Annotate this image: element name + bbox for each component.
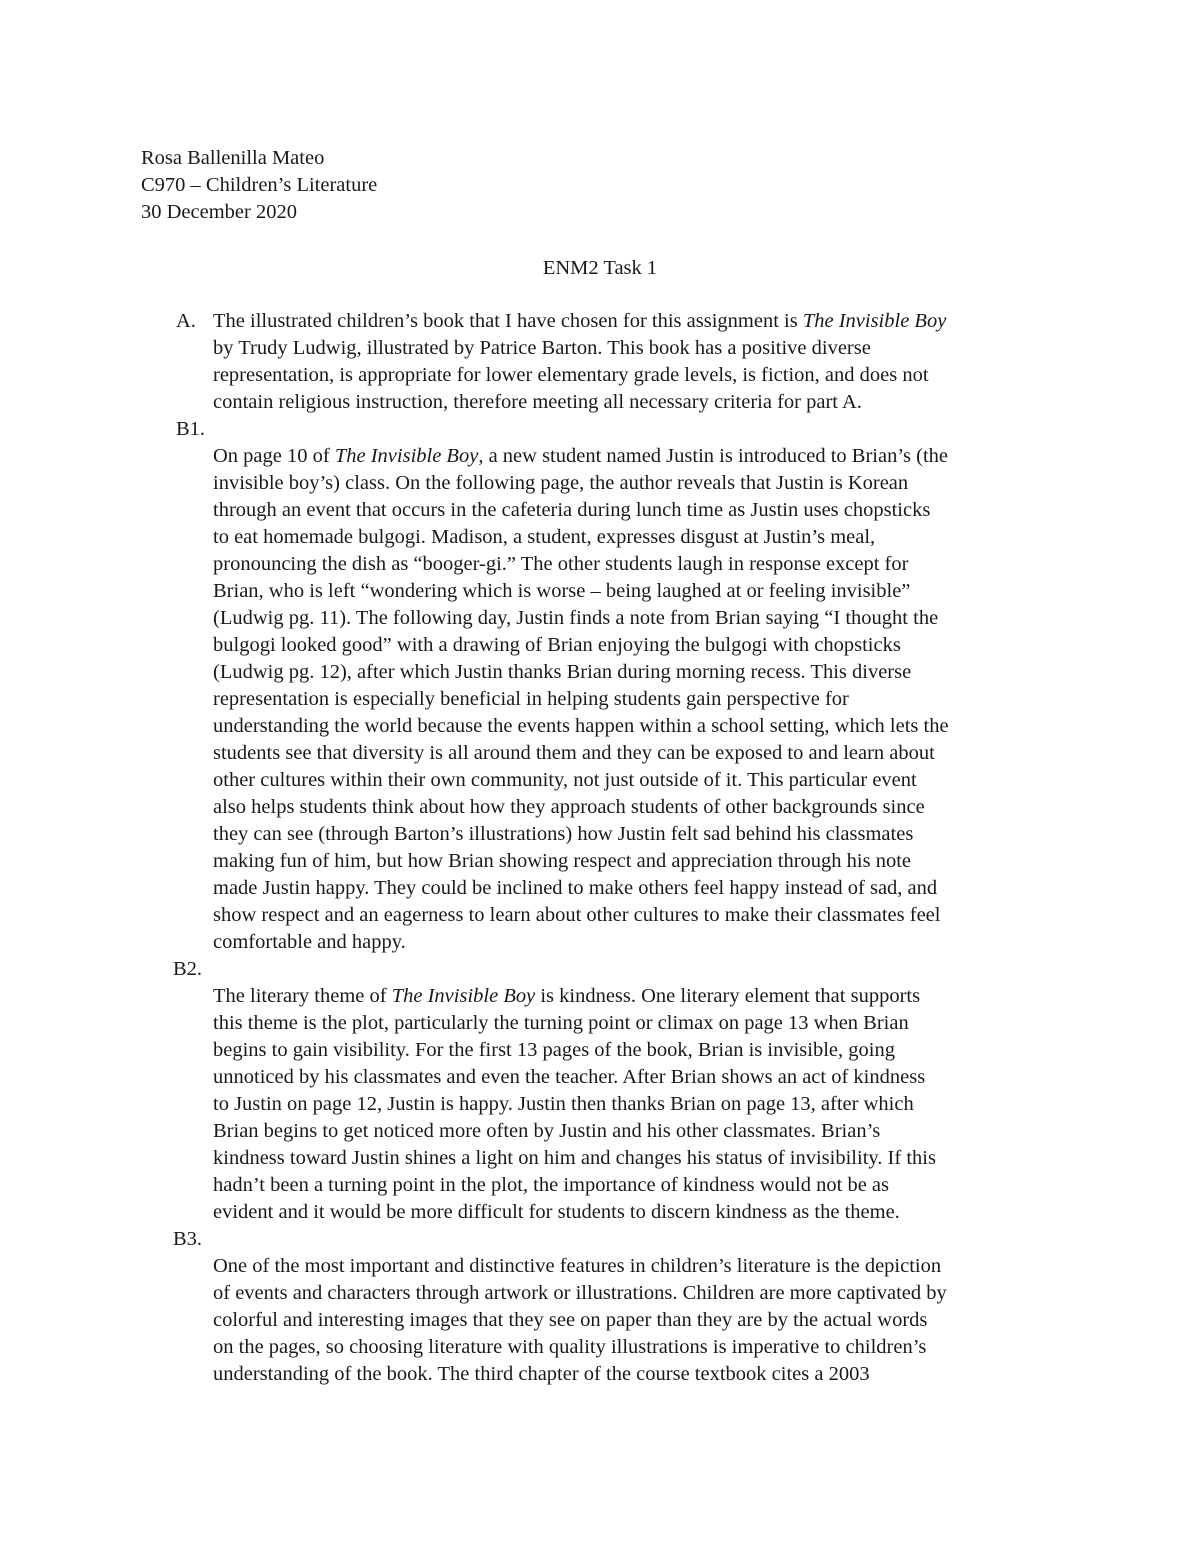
section-a-line: by Trudy Ludwig, illustrated by Patrice Barton. This book has a positive diverse <box>213 337 871 359</box>
author-name: Rosa Ballenilla Mateo <box>141 147 325 169</box>
section-b1-line: making fun of him, but how Brian showing respect and appreciation through his note <box>213 850 912 872</box>
section-b3-marker: B3. <box>173 1228 203 1250</box>
course-name: C970 – Children’s Literature <box>141 174 378 196</box>
section-a-line: representation, is appropriate for lower elementary grade levels, is fiction, and does not <box>213 364 929 386</box>
section-b2-text: is kindness. One literary element that supports <box>535 985 921 1007</box>
book-title: The Invisible Boy <box>391 985 536 1007</box>
section-b1-line: made Justin happy. They could be inclined to make others feel happy instead of sad, and <box>213 877 938 899</box>
section-b3-paragraph <box>213 1253 1073 1388</box>
section-b1-line: comfortable and happy. <box>213 931 406 953</box>
section-b1-line: representation is especially beneficial in helping students gain perspective for <box>213 688 849 710</box>
section-b2-line: kindness toward Justin shines a light on him and changes his status of invisibility. If this <box>213 1147 936 1169</box>
section-b2-line: evident and it would be more difficult for students to discern kindness as the theme. <box>213 1201 900 1223</box>
section-a-line: contain religious instruction, therefore meeting all necessary criteria for part A. <box>213 391 862 413</box>
section-b1-line: understanding the world because the events happen within a school setting, which lets the <box>213 715 949 737</box>
section-b1-line: show respect and an eagerness to learn about other cultures to make their classmates feel <box>213 904 941 926</box>
section-a-marker: A. <box>176 310 196 332</box>
section-b1-line: bulgogi looked good” with a drawing of Brian enjoying the bulgogi with chopsticks <box>213 634 901 656</box>
section-b1-line: to eat homemade bulgogi. Madison, a student, expresses disgust at Justin’s meal, <box>213 526 876 548</box>
section-b2-paragraph <box>213 983 1073 1226</box>
section-b1-paragraph <box>213 443 1073 956</box>
section-b2-line: hadn’t been a turning point in the plot, the importance of kindness would not be as <box>213 1174 889 1196</box>
section-b1-line: (Ludwig pg. 12), after which Justin thanks Brian during morning recess. This diverse <box>213 661 912 683</box>
section-b1-line: students see that diversity is all around them and they can be exposed to and learn about <box>213 742 935 764</box>
section-b1-marker: B1. <box>176 418 206 440</box>
section-b3-line: of events and characters through artwork or illustrations. Children are more captivated by <box>213 1282 947 1304</box>
section-b2-line <box>213 983 1073 1010</box>
section-b1-line: through an event that occurs in the cafeteria during lunch time as Justin uses chopsticks <box>213 499 931 521</box>
book-title: The Invisible Boy <box>802 310 947 332</box>
section-b1-line: (Ludwig pg. 11). The following day, Justin finds a note from Brian saying “I thought the <box>213 607 939 629</box>
section-b1-line <box>213 443 1073 470</box>
section-b1-line: pronouncing the dish as “booger-gi.” The other students laugh in response except for <box>213 553 909 575</box>
section-a-line <box>213 308 1073 335</box>
section-b2-line: Brian begins to get noticed more often by Justin and his other classmates. Brian’s <box>213 1120 881 1142</box>
section-b1-text: , a new student named Justin is introduced to Brian’s (the <box>478 445 949 467</box>
section-b2-line: this theme is the plot, particularly the turning point or climax on page 13 when Brian <box>213 1012 909 1034</box>
section-b2-text: The literary theme of <box>213 985 392 1007</box>
section-a-paragraph <box>213 308 1073 416</box>
document-date: 30 December 2020 <box>141 201 297 223</box>
section-b2-line: to Justin on page 12, Justin is happy. Justin then thanks Brian on page 13, after which <box>213 1093 914 1115</box>
section-b1-line: other cultures within their own community, not just outside of it. This particular event <box>213 769 917 791</box>
book-title: The Invisible Boy <box>334 445 479 467</box>
section-b1-line: invisible boy’s) class. On the following page, the author reveals that Justin is Korean <box>213 472 909 494</box>
section-b1-text: On page 10 of <box>213 445 335 467</box>
section-a-text: The illustrated children’s book that I have chosen for this assignment is <box>213 310 803 332</box>
section-b3-line: One of the most important and distinctive features in children’s literature is the depiction <box>213 1255 942 1277</box>
section-b3-line: on the pages, so choosing literature with quality illustrations is imperative to children’s <box>213 1336 927 1358</box>
section-b2-line: begins to gain visibility. For the first 13 pages of the book, Brian is invisible, going <box>213 1039 895 1061</box>
section-b2-line: unnoticed by his classmates and even the teacher. After Brian shows an act of kindness <box>213 1066 926 1088</box>
section-b3-line: understanding of the book. The third chapter of the course textbook cites a 2003 <box>213 1363 870 1385</box>
section-b3-line: colorful and interesting images that they see on paper than they are by the actual words <box>213 1309 928 1331</box>
document-title: ENM2 Task 1 <box>542 257 658 279</box>
section-b1-line: also helps students think about how they approach students of other backgrounds since <box>213 796 925 818</box>
section-b2-marker: B2. <box>173 958 203 980</box>
section-b1-line: Brian, who is left “wondering which is worse – being laughed at or feeling invisible” <box>213 580 911 602</box>
section-b1-line: they can see (through Barton’s illustrations) how Justin felt sad behind his classmates <box>213 823 914 845</box>
